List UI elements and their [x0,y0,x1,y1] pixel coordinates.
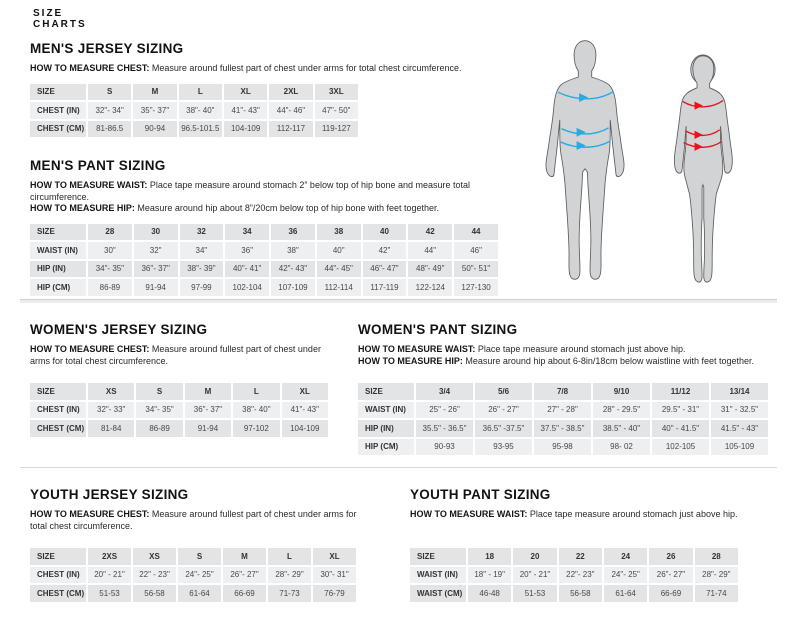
value-cell: 32"- 33" [88,402,136,421]
row-label-cell: WAIST (CM) [410,585,468,604]
column-header-cell: 44 [454,224,500,243]
value-cell: 32" [134,242,180,261]
value-cell: 105-109 [711,439,770,458]
value-cell: 50"- 51" [454,261,500,280]
value-cell: 44"- 45" [317,261,363,280]
value-cell: 127-130 [454,279,500,298]
column-header-cell: 30 [134,224,180,243]
value-cell: 41"- 43" [282,402,330,421]
column-header-cell: M [223,548,268,567]
row-label-cell: CHEST (IN) [30,402,88,421]
value-cell: 91-94 [185,420,233,439]
section-youth-jersey-sizing [30,487,370,604]
value-cell: 34" [180,242,226,261]
value-cell: 36" [225,242,271,261]
value-cell: 40" - 41.5" [652,420,711,439]
column-header-cell: S [88,84,133,103]
row-label-cell: CHEST (CM) [30,420,88,439]
value-cell: 61-64 [178,585,223,604]
value-cell: 90-94 [133,121,178,140]
value-cell: 22"- 23" [559,567,604,586]
column-header-cell: 7/8 [534,383,593,402]
value-cell: 26"- 27" [223,567,268,586]
value-cell: 97-102 [233,420,281,439]
value-cell: 86-89 [88,279,134,298]
value-cell: 97-99 [180,279,226,298]
instruction-label: HOW TO MEASURE WAIST: [358,344,478,354]
value-cell: 36.5" -37.5" [475,420,534,439]
value-cell: 31" - 32.5" [711,402,770,421]
value-cell: 29.5" - 31" [652,402,711,421]
column-header-cell: 3XL [315,84,360,103]
section-mens-jersey-sizing [30,41,520,139]
column-header-cell: XS [88,383,136,402]
size-header-cell: SIZE [410,548,468,567]
column-header-cell: 42 [408,224,454,243]
value-cell: 102-105 [652,439,711,458]
value-cell: 26" - 27" [475,402,534,421]
column-header-cell: L [268,548,313,567]
column-header-cell: XL [224,84,269,103]
column-header-cell: M [185,383,233,402]
instruction-label: HOW TO MEASURE CHEST: [30,509,152,519]
column-header-cell: 32 [180,224,226,243]
value-cell: 25" - 26" [416,402,475,421]
column-header-cell: XL [282,383,330,402]
value-cell: 56-58 [133,585,178,604]
section-title: YOUTH PANT SIZING [410,487,551,502]
table-header-row [30,548,358,567]
value-cell: 112-114 [317,279,363,298]
column-header-cell: XS [133,548,178,567]
value-cell: 44"- 46" [269,102,314,121]
row-label-cell: WAIST (IN) [358,402,416,421]
instruction-line: HOW TO MEASURE WAIST: Place tape measure around stomach just above hip. [410,509,738,519]
value-cell: 36"- 37" [185,402,233,421]
womens-jersey-size-table [30,383,330,439]
value-cell: 38"- 39" [180,261,226,280]
value-cell: 91-94 [134,279,180,298]
value-cell: 42"- 43" [271,261,317,280]
column-header-cell: 9/10 [593,383,652,402]
column-header-cell: 3/4 [416,383,475,402]
table-row [30,585,358,604]
table-header-row [358,383,770,402]
value-cell: 46" [454,242,500,261]
measure-instructions [30,509,370,539]
value-cell: 41"- 43" [224,102,269,121]
section-womens-jersey-sizing [30,322,332,439]
value-cell: 20" - 21" [513,567,558,586]
youth-pant-size-table [410,548,740,604]
value-cell: 40"- 41" [225,261,271,280]
value-cell: 22" - 23" [133,567,178,586]
instruction-label: HOW TO MEASURE CHEST: [30,344,152,354]
table-row [30,567,358,586]
instruction-line: HOW TO MEASURE WAIST: Place tape measure around stomach 2” below top of hip bone and measure total circumference. [30,180,471,202]
value-cell: 46-48 [468,585,513,604]
row-label-cell: WAIST (IN) [410,567,468,586]
row-label-cell: HIP (CM) [30,279,88,298]
value-cell: 71-73 [268,585,313,604]
column-header-cell: 38 [317,224,363,243]
value-cell: 28" - 29.5" [593,402,652,421]
value-cell: 30" [88,242,134,261]
row-label-cell: HIP (CM) [358,439,416,458]
instruction-line: HOW TO MEASURE HIP: Measure around hip about 8”/20cm below top of hip bone with feet together. [30,203,440,213]
section-title: YOUTH JERSEY SIZING [30,487,189,502]
column-header-cell: 13/14 [711,383,770,402]
logo-line-2: CHARTS [33,19,87,30]
value-cell: 34"- 35" [88,261,134,280]
brand-logo [33,8,87,30]
value-cell: 76-79 [313,585,358,604]
value-cell: 37.5" - 38.5" [534,420,593,439]
value-cell: 102-104 [225,279,271,298]
value-cell: 122-124 [408,279,454,298]
column-header-cell: 34 [225,224,271,243]
table-row [30,121,360,140]
section-title: MEN'S PANT SIZING [30,158,166,173]
column-header-cell: 36 [271,224,317,243]
size-header-cell: SIZE [30,383,88,402]
instruction-label: HOW TO MEASURE HIP: [30,203,138,213]
column-header-cell: S [136,383,184,402]
value-cell: 112-117 [269,121,314,140]
section-title: WOMEN'S PANT SIZING [358,322,518,337]
mens-jersey-size-table [30,84,360,140]
value-cell: 32"- 34" [88,102,133,121]
section-title: MEN'S JERSEY SIZING [30,41,184,56]
section-youth-pant-sizing [410,487,770,604]
value-cell: 27" - 28" [534,402,593,421]
size-header-cell: SIZE [358,383,416,402]
column-header-cell: 20 [513,548,558,567]
value-cell: 24"- 25" [604,567,649,586]
column-header-cell: 24 [604,548,649,567]
column-header-cell: 11/12 [652,383,711,402]
value-cell: 38"- 40" [233,402,281,421]
instruction-label: HOW TO MEASURE WAIST: [410,509,530,519]
table-header-row [30,224,500,243]
value-cell: 104-109 [224,121,269,140]
size-header-cell: SIZE [30,84,88,103]
value-cell: 28"- 29" [268,567,313,586]
table-header-row [30,383,330,402]
section-divider-bottom [20,467,777,468]
value-cell: 117-119 [363,279,409,298]
value-cell: 86-89 [136,420,184,439]
value-cell: 47"- 50" [315,102,360,121]
instruction-label: HOW TO MEASURE HIP: [358,355,466,366]
table-header-row [30,84,360,103]
value-cell: 81-86.5 [88,121,133,140]
value-cell: 90-93 [416,439,475,458]
column-header-cell: 2XL [269,84,314,103]
size-header-cell: SIZE [30,548,88,567]
value-cell: 44" [408,242,454,261]
value-cell: 119-127 [315,121,360,140]
instruction-line: HOW TO MEASURE CHEST: Measure around fullest part of chest under arms for total chest circumference. [30,63,462,73]
value-cell: 34"- 35" [136,402,184,421]
measure-instructions [30,63,520,75]
row-label-cell: HIP (IN) [30,261,88,280]
measure-instructions [30,180,530,215]
column-header-cell: XL [313,548,358,567]
instruction-line: HOW TO MEASURE WAIST: Place tape measure around stomach just above hip. [358,344,686,354]
value-cell: 46"- 47" [363,261,409,280]
section-womens-pant-sizing [358,322,772,457]
row-label-cell: HIP (IN) [358,420,416,439]
table-row [30,242,500,261]
womens-pant-size-table [358,383,770,457]
youth-jersey-size-table [30,548,358,604]
value-cell: 71-74 [695,585,740,604]
row-label-cell: CHEST (IN) [30,567,88,586]
row-label-cell: WAIST (IN) [30,242,88,261]
table-row [358,439,770,458]
column-header-cell: 28 [695,548,740,567]
column-header-cell: 28 [88,224,134,243]
column-header-cell: L [179,84,224,103]
value-cell: 20" - 21" [88,567,133,586]
value-cell: 107-109 [271,279,317,298]
size-header-cell: SIZE [30,224,88,243]
logo-line-1: SIZE [33,8,64,19]
table-row [410,585,740,604]
table-row [410,567,740,586]
column-header-cell: S [178,548,223,567]
table-row [30,279,500,298]
value-cell: 51-53 [88,585,133,604]
value-cell: 24"- 25" [178,567,223,586]
column-header-cell: 18 [468,548,513,567]
table-row [30,420,330,439]
instruction-label: HOW TO MEASURE CHEST: [30,63,152,73]
female-body-shape [674,56,732,282]
section-divider-top [20,299,777,303]
value-cell: 38" [271,242,317,261]
value-cell: 30"- 31" [313,567,358,586]
value-cell: 66-69 [649,585,694,604]
table-row [358,402,770,421]
value-cell: 51-53 [513,585,558,604]
value-cell: 36"- 37" [134,261,180,280]
value-cell: 38.5" - 40" [593,420,652,439]
measure-instructions [358,344,772,374]
section-mens-pant-sizing [30,158,530,298]
value-cell: 93-95 [475,439,534,458]
instruction-label: HOW TO MEASURE WAIST: [30,180,150,190]
row-label-cell: CHEST (IN) [30,102,88,121]
value-cell: 98- 02 [593,439,652,458]
table-header-row [410,548,740,567]
value-cell: 66-69 [223,585,268,604]
value-cell: 42" [363,242,409,261]
table-row [30,402,330,421]
value-cell: 26"- 27" [649,567,694,586]
value-cell: 35.5" - 36.5" [416,420,475,439]
value-cell: 18" - 19" [468,567,513,586]
section-title: WOMEN'S JERSEY SIZING [30,322,208,337]
column-header-cell: 5/6 [475,383,534,402]
male-body-silhouette [543,38,627,287]
value-cell: 96.5-101.5 [179,121,224,140]
column-header-cell: 2XS [88,548,133,567]
row-label-cell: CHEST (CM) [30,121,88,140]
mens-pant-size-table [30,224,500,298]
value-cell: 40" [317,242,363,261]
column-header-cell: M [133,84,178,103]
instruction-line: HOW TO MEASURE CHEST: Measure around fullest part of chest under arms for total chest circumference. [30,509,357,531]
value-cell: 48"- 49" [408,261,454,280]
row-label-cell: CHEST (CM) [30,585,88,604]
female-body-silhouette [671,54,734,287]
value-cell: 104-109 [282,420,330,439]
value-cell: 38"- 40" [179,102,224,121]
value-cell: 61-64 [604,585,649,604]
table-row [358,420,770,439]
value-cell: 56-58 [559,585,604,604]
value-cell: 81-84 [88,420,136,439]
column-header-cell: 40 [363,224,409,243]
column-header-cell: 26 [649,548,694,567]
instruction-line: HOW TO MEASURE HIP: Measure around hip about 6-8in/18cm below waistline with feet together. [358,355,755,366]
measure-instructions [30,344,332,374]
table-row [30,102,360,121]
value-cell: 95-98 [534,439,593,458]
table-row [30,261,500,280]
column-header-cell: L [233,383,281,402]
column-header-cell: 22 [559,548,604,567]
measure-instructions [410,509,770,539]
instruction-line: HOW TO MEASURE CHEST: Measure around fullest part of chest under arms for total chest circumference. [30,344,321,366]
value-cell: 28"- 29" [695,567,740,586]
value-cell: 41.5" - 43" [711,420,770,439]
male-body-shape [546,41,624,280]
value-cell: 35"- 37" [133,102,178,121]
